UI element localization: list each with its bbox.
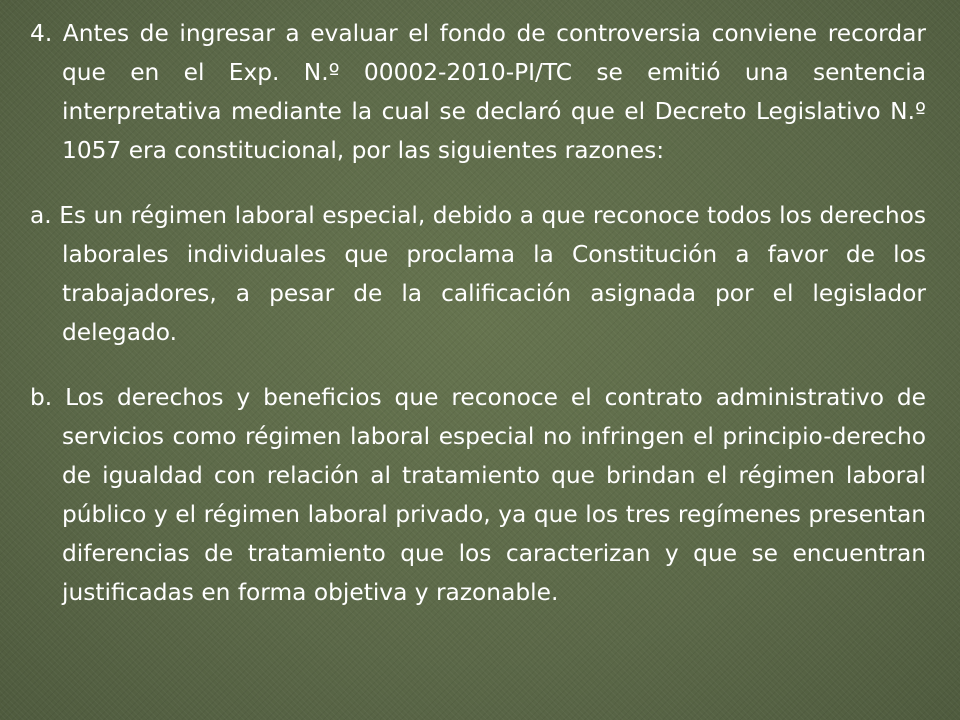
- slide-content: [30, 14, 926, 612]
- paragraph-b: b. Los derechos y beneficios que reconoce el contrato administrativo de servicios como régimen laboral especial no infringen el principio-derecho de igualdad con relación al tratamiento que brindan el régimen laboral público y el régimen laboral privado, ya que los tres regímenes presentan diferencias de tratamiento que los caracterizan y que se encuentran justificadas en forma objetiva y razonable.: [30, 384, 926, 606]
- paragraph-a: a. Es un régimen laboral especial, debido a que reconoce todos los derechos laborales individuales que proclama la Constitución a favor de los trabajadores, a pesar de la calificación asignada por el legislador delegado.: [30, 202, 926, 346]
- paragraph-4: 4. Antes de ingresar a evaluar el fondo de controversia conviene recordar que en el Exp. N.º 00002-2010-PI/TC se emitió una sentencia interpretativa mediante la cual se declaró que el Decreto Legislativo N.º 1057 era constitucional, por las siguientes razones:: [30, 20, 926, 164]
